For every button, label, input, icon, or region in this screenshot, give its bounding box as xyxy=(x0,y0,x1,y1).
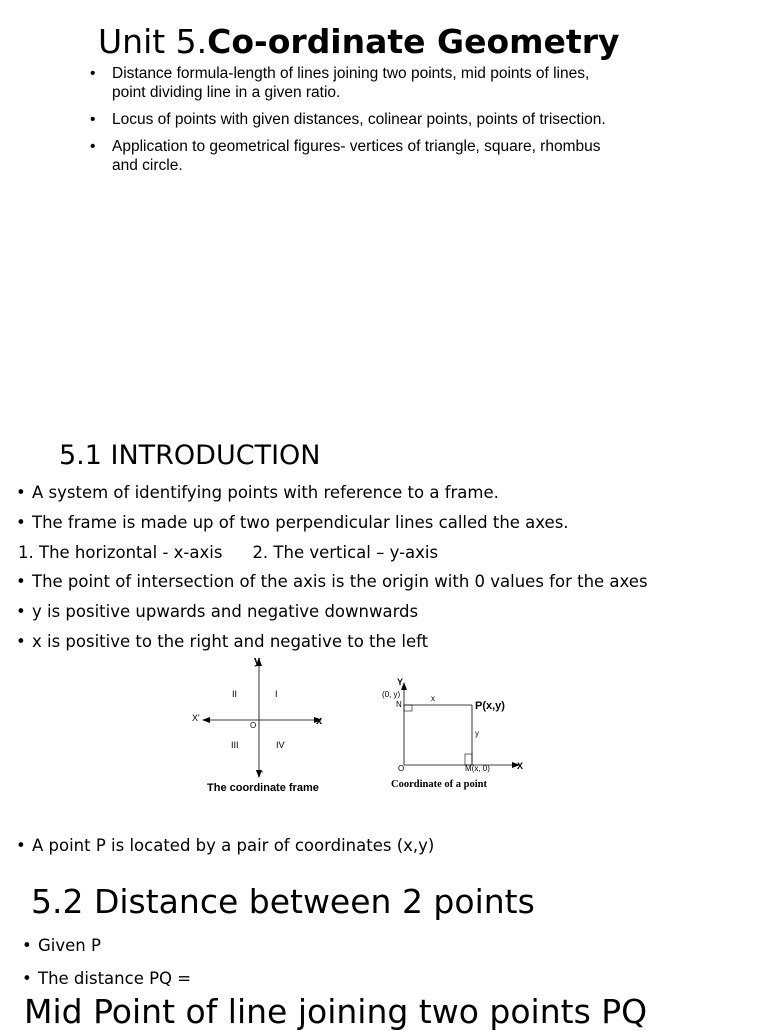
coordinate-frame-figure xyxy=(180,650,350,800)
y-neg-label: Y' xyxy=(256,770,263,779)
distance-item: • The distance PQ = xyxy=(22,969,192,988)
point-p-label: P(x,y) xyxy=(475,700,505,712)
intro-item: • x is positive to the right and negative to the left xyxy=(16,627,648,657)
section-heading-midpoint: Mid Point of line joining two points PQ xyxy=(24,992,648,1031)
quadrant-1-label: I xyxy=(275,689,278,699)
quadrant-4-label: IV xyxy=(276,740,285,750)
y-segment-label: y xyxy=(475,729,479,738)
origin-label: O xyxy=(250,721,257,730)
x-neg-label: X' xyxy=(192,713,200,723)
topic-item: • Distance formula-length of lines joining two points, mid points of lines, point dividing line in a given ratio. xyxy=(90,64,670,102)
m-label: M(x, 0) xyxy=(465,764,490,773)
point-coordinate-figure xyxy=(378,672,533,797)
figure-caption: The coordinate frame xyxy=(207,782,319,794)
axes-item: 1. The horizontal - x-axis 2. The vertical – y-axis xyxy=(18,542,439,562)
y-label: Y xyxy=(397,677,404,687)
intro-item: • A system of identifying points with reference to a frame. xyxy=(16,478,648,508)
y-label: y xyxy=(254,655,261,667)
x-segment-label: x xyxy=(431,694,435,703)
origin-label: O xyxy=(398,764,405,773)
right-angle-mark xyxy=(404,705,412,711)
page-title: Unit 5.Co-ordinate Geometry xyxy=(98,22,620,61)
quadrant-2-label: II xyxy=(232,689,238,699)
section-heading-distance: 5.2 Distance between 2 points xyxy=(31,882,535,921)
distance-item: • Given P xyxy=(22,936,101,955)
topic-item: • Locus of points with given distances, colinear points, points of trisection. xyxy=(90,110,670,129)
n-coordinate-label: (0, y) xyxy=(382,690,401,699)
quadrant-3-label: III xyxy=(231,740,239,750)
x-label: x xyxy=(316,715,323,727)
point-note: • A point P is located by a pair of coordinates (x,y) xyxy=(16,836,435,855)
intro-list xyxy=(16,478,648,657)
intro-item: • The frame is made up of two perpendicular lines called the axes. xyxy=(16,508,648,538)
figure-caption: Coordinate of a point xyxy=(391,779,487,790)
n-label: N xyxy=(396,700,402,709)
x-label: X xyxy=(517,761,524,771)
x-neg-arrow-icon xyxy=(202,717,210,723)
intro-item: • The point of intersection of the axis is the origin with 0 values for the axes xyxy=(16,567,648,597)
topics-list xyxy=(90,64,670,183)
intro-item: • y is positive upwards and negative downwards xyxy=(16,597,648,627)
section-heading-intro: 5.1 INTRODUCTION xyxy=(59,440,321,471)
topic-item: • Application to geometrical figures- vertices of triangle, square, rhombus and circle. xyxy=(90,137,670,175)
